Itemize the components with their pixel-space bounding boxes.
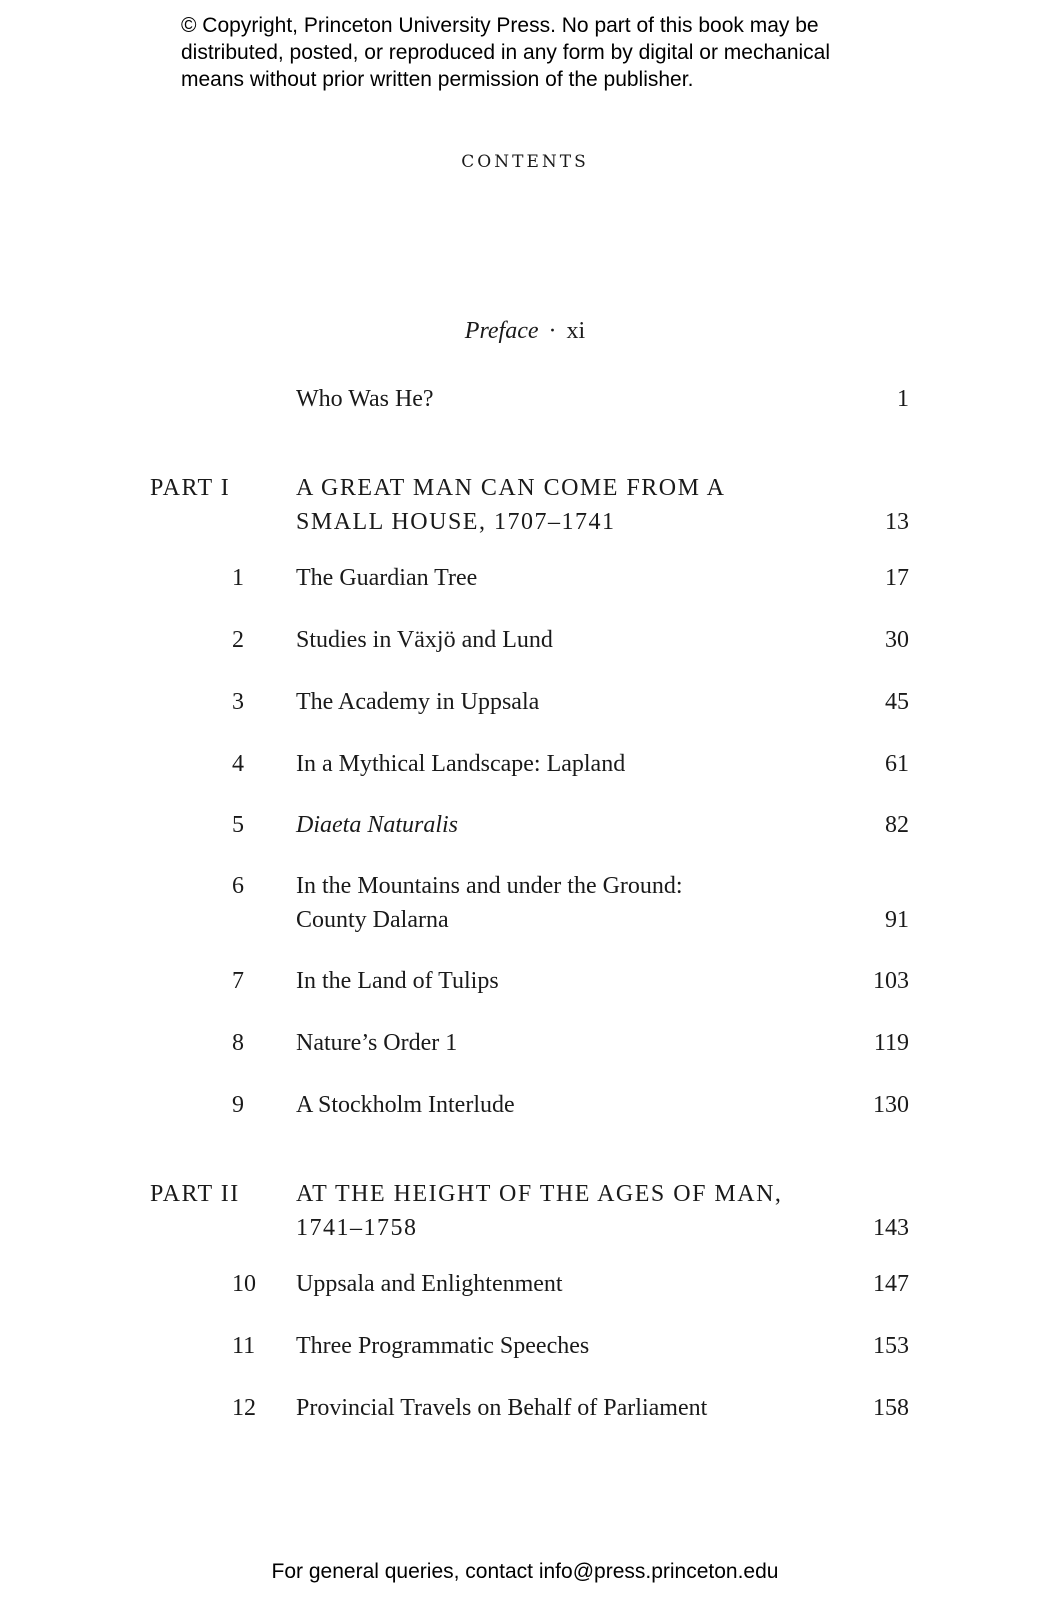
chapter-number: 2 [232, 627, 244, 653]
chapter-title: Uppsala and Enlightenment [296, 1271, 563, 1297]
copyright-line-3: means without prior written permission of the publisher. [181, 68, 694, 91]
chapter-title-line-2: County Dalarna [296, 907, 449, 933]
chapter-title [296, 869, 836, 937]
chapter-number: 10 [232, 1271, 256, 1297]
chapter-number: 1 [232, 565, 244, 591]
chapter-page: 158 [873, 1395, 909, 1421]
preface-title: Preface [464, 318, 539, 344]
chapter-title: Diaeta Naturalis [296, 812, 459, 838]
part-title [296, 471, 876, 539]
chapter-title: Provincial Travels on Behalf of Parliament [296, 1395, 708, 1421]
copyright-line-1: © Copyright, Princeton University Press. No part of this book may be [181, 14, 819, 37]
chapter-page: 91 [885, 907, 909, 933]
chapter-page: 103 [873, 968, 909, 994]
chapter-page: 30 [885, 627, 909, 653]
part-title [296, 1177, 876, 1245]
toc-preface[interactable] [0, 318, 1050, 345]
chapter-page: 147 [873, 1271, 909, 1297]
chapter-page: 45 [885, 689, 909, 715]
chapter-page: 153 [873, 1333, 909, 1359]
chapter-number: 3 [232, 689, 244, 715]
chapter-number: 11 [232, 1333, 256, 1359]
chapter-title: The Guardian Tree [296, 565, 478, 591]
part-title-line-1: AT THE HEIGHT OF THE AGES OF MAN, [296, 1181, 783, 1207]
chapter-title-line-1: In the Mountains and under the Ground: [296, 873, 683, 899]
copyright-line-2: distributed, posted, or reproduced in any form by digital or mechanical [181, 41, 831, 64]
entry-title: Who Was He? [296, 386, 434, 412]
copyright-notice [181, 12, 901, 93]
chapter-number: 5 [232, 812, 244, 838]
page-title: CONTENTS [461, 152, 589, 172]
part-title-line-2: SMALL HOUSE, 1707–1741 [296, 509, 616, 535]
chapter-title: A Stockholm Interlude [296, 1092, 515, 1118]
chapter-title: Studies in Växjö and Lund [296, 627, 553, 653]
preface-page: xi [566, 318, 586, 344]
chapter-title: The Academy in Uppsala [296, 689, 540, 715]
chapter-page: 17 [885, 565, 909, 591]
chapter-page: 82 [885, 812, 909, 838]
part-label: PART I [150, 475, 231, 501]
chapter-title: In a Mythical Landscape: Lapland [296, 751, 626, 777]
chapter-number: 4 [232, 751, 244, 777]
chapter-number: 8 [232, 1030, 244, 1056]
chapter-page: 61 [885, 751, 909, 777]
footer-contact: For general queries, contact info@press.princeton.edu [271, 1560, 779, 1583]
chapter-page: 130 [873, 1092, 909, 1118]
chapter-number: 12 [232, 1395, 256, 1421]
preface-separator: · [548, 318, 557, 344]
chapter-title: Nature’s Order 1 [296, 1030, 458, 1056]
part-title-line-1: A GREAT MAN CAN COME FROM A [296, 475, 726, 501]
part-page: 143 [873, 1215, 909, 1241]
chapter-number: 7 [232, 968, 244, 994]
chapter-title: In the Land of Tulips [296, 968, 499, 994]
chapter-page: 119 [873, 1030, 909, 1056]
part-label: PART II [150, 1181, 240, 1207]
part-title-line-2: 1741–1758 [296, 1215, 418, 1241]
chapter-title: Three Programmatic Speeches [296, 1333, 590, 1359]
chapter-number: 6 [232, 873, 244, 899]
part-page: 13 [885, 509, 909, 535]
entry-page: 1 [897, 386, 909, 412]
chapter-number: 9 [232, 1092, 244, 1118]
